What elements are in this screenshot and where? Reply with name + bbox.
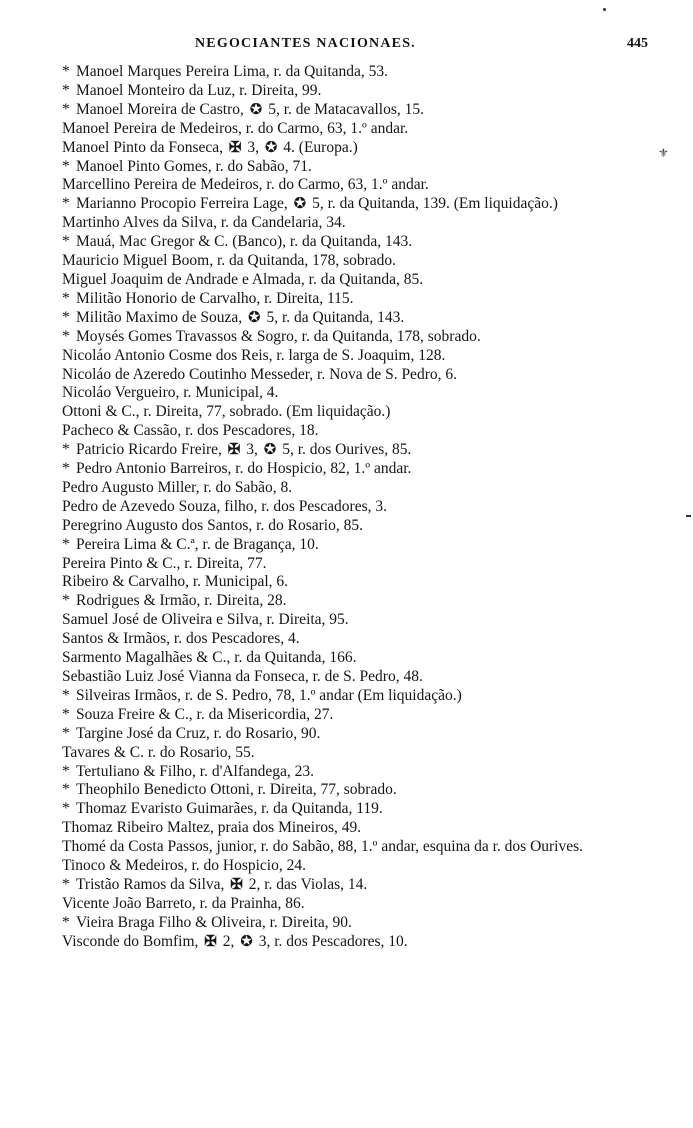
entry-text: Peregrino Augusto dos Santos, r. do Rosario, 85. — [62, 516, 363, 534]
entry-text: Ribeiro & Carvalho, r. Municipal, 6. — [62, 573, 289, 591]
entry-text: 5, r. dos Ourives, 85. — [278, 441, 412, 459]
directory-entry — [62, 592, 647, 611]
directory-entry — [62, 195, 647, 214]
entry-text: Mauá, Mac Gregor & C. (Banco), r. da Quitanda, 143. — [76, 233, 413, 251]
entry-text: Thomé da Costa Passos, junior, r. do Sabão, 88, 1.º andar, esquina da r. dos Ourives. — [62, 838, 584, 856]
asterisk-marker: * — [62, 441, 70, 459]
entry-text: Mauricio Miguel Boom, r. da Quitanda, 178, sobrado. — [62, 252, 397, 270]
order-decoration-icon: ✪ — [293, 196, 307, 213]
directory-entry — [62, 290, 647, 309]
ink-speck — [686, 515, 691, 517]
asterisk-marker: * — [62, 100, 70, 118]
entry-text: Nicoláo Antonio Cosme dos Reis, r. larga de S. Joaquim, 128. — [62, 346, 446, 364]
entry-text: Targine José da Cruz, r. do Rosario, 90. — [76, 724, 321, 742]
entry-text: 5, r. da Quitanda, 139. (Em liquidação.) — [308, 195, 558, 213]
directory-entry — [62, 422, 647, 441]
asterisk-marker: * — [62, 762, 70, 780]
entry-text: 2, — [218, 932, 239, 950]
directory-entry — [62, 555, 647, 574]
entry-text: Militão Honorio de Carvalho, r. Direita, 115. — [76, 289, 354, 307]
asterisk-marker: * — [62, 686, 70, 704]
entry-text: Souza Freire & C., r. da Misericordia, 27. — [76, 705, 334, 723]
page-header — [60, 36, 650, 56]
entry-text: Miguel Joaquim de Andrade e Almada, r. da Quitanda, 85. — [62, 270, 424, 288]
directory-entry — [62, 800, 647, 819]
entry-text: Marcellino Pereira de Medeiros, r. do Carmo, 63, 1.º andar. — [62, 176, 429, 194]
asterisk-marker: * — [62, 233, 70, 251]
directory-entry — [62, 82, 647, 101]
entry-text: Pedro Augusto Miller, r. do Sabão, 8. — [62, 478, 293, 496]
directory-entry — [62, 706, 647, 725]
directory-entry — [62, 725, 647, 744]
directory-entry — [62, 252, 647, 271]
entry-text: 3, — [243, 138, 263, 156]
entry-text: Silveiras Irmãos, r. de S. Pedro, 78, 1.º andar (Em liquidação.) — [76, 686, 462, 704]
directory-entry — [62, 101, 647, 120]
entry-text: Pereira Pinto & C., r. Direita, 77. — [62, 554, 267, 572]
running-head: NEGOCIANTES NACIONAES. — [195, 36, 416, 51]
entry-text: Vieira Braga Filho & Oliveira, r. Direita, 90. — [76, 913, 352, 931]
directory-entry — [62, 120, 647, 139]
asterisk-marker: * — [62, 327, 70, 345]
entry-text: Nicoláo Vergueiro, r. Municipal, 4. — [62, 384, 279, 402]
cross-decoration-icon: ✠ — [230, 876, 243, 893]
entry-text: 3, r. dos Pescadores, 10. — [254, 932, 408, 950]
directory-entry — [62, 233, 647, 252]
order-decoration-icon: ✪ — [248, 309, 261, 326]
entry-text: Pedro de Azevedo Souza, filho, r. dos Pescadores, 3. — [62, 497, 388, 515]
order-decoration-icon: ✪ — [240, 933, 253, 950]
directory-entry — [62, 536, 647, 555]
directory-entry — [62, 744, 647, 763]
directory-entry — [62, 63, 647, 82]
entry-text: Samuel José de Oliveira e Silva, r. Direita, 95. — [62, 611, 349, 629]
entry-text: Manoel Marques Pereira Lima, r. da Quitanda, 53. — [76, 63, 389, 80]
directory-entry — [62, 668, 647, 687]
directory-entry — [62, 441, 647, 460]
directory-entry — [62, 781, 647, 800]
directory-entry — [62, 933, 647, 952]
page-number: 445 — [627, 36, 648, 51]
directory-entry — [62, 176, 647, 195]
entry-text: Vicente João Barreto, r. da Prainha, 86. — [62, 894, 305, 912]
margin-mark-icon: ⚜ — [658, 146, 669, 160]
directory-entry — [62, 309, 647, 328]
entry-text: Rodrigues & Irmão, r. Direita, 28. — [76, 592, 287, 610]
directory-entry — [62, 611, 647, 630]
entry-text: Tavares & C. r. do Rosario, 55. — [62, 743, 255, 761]
directory-entry — [62, 876, 647, 895]
ink-speck — [603, 8, 606, 11]
entry-text: Manoel Pinto Gomes, r. do Sabão, 71. — [76, 157, 312, 175]
asterisk-marker: * — [62, 800, 70, 818]
asterisk-marker: * — [62, 63, 70, 80]
directory-entry — [62, 649, 647, 668]
directory-entry — [62, 460, 647, 479]
order-decoration-icon: ✪ — [249, 101, 263, 118]
entry-text: Pereira Lima & C.ª, r. de Bragança, 10. — [76, 535, 319, 553]
directory-entry — [62, 403, 647, 422]
entry-text: 2, r. das Violas, 14. — [244, 875, 368, 893]
asterisk-marker: * — [62, 460, 70, 478]
asterisk-marker: * — [62, 913, 70, 931]
entry-text: 5, r. de Matacavallos, 15. — [264, 100, 425, 118]
entry-text: Theophilo Benedicto Ottoni, r. Direita, 77, sobrado. — [76, 781, 397, 799]
cross-decoration-icon: ✠ — [228, 139, 242, 156]
directory-entry — [62, 158, 647, 177]
directory-entry — [62, 687, 647, 706]
entry-text: Militão Maximo de Souza, — [76, 308, 247, 326]
directory-list — [62, 63, 647, 952]
directory-entry — [62, 630, 647, 649]
entry-text: Ottoni & C., r. Direita, 77, sobrado. (Em liquidação.) — [62, 403, 391, 421]
entry-text: Tinoco & Medeiros, r. do Hospicio, 24. — [62, 857, 306, 875]
entry-text: Thomaz Ribeiro Maltez, praia dos Mineiros, 49. — [62, 819, 362, 837]
entry-text: Thomaz Evaristo Guimarães, r. da Quitanda, 119. — [76, 800, 383, 818]
asterisk-marker: * — [62, 705, 70, 723]
entry-text: Manoel Pinto da Fonseca, — [62, 138, 227, 156]
asterisk-marker: * — [62, 875, 70, 893]
entry-text: Martinho Alves da Silva, r. da Candelaria, 34. — [62, 214, 346, 232]
directory-entry — [62, 139, 647, 158]
asterisk-marker: * — [62, 289, 70, 307]
directory-entry — [62, 573, 647, 592]
entry-text: Visconde do Bomfim, — [62, 932, 203, 950]
directory-entry — [62, 214, 647, 233]
asterisk-marker: * — [62, 535, 70, 553]
directory-entry — [62, 838, 647, 857]
directory-entry — [62, 517, 647, 536]
directory-entry — [62, 328, 647, 347]
entry-text: Manoel Moreira de Castro, — [76, 100, 248, 118]
entry-text: Patricio Ricardo Freire, — [76, 441, 226, 459]
directory-entry — [62, 271, 647, 290]
cross-decoration-icon: ✠ — [204, 933, 217, 950]
entry-text: Pedro Antonio Barreiros, r. do Hospicio, 82, 1.º andar. — [76, 460, 412, 478]
asterisk-marker: * — [62, 781, 70, 799]
entry-text: 4. (Europa.) — [279, 138, 358, 156]
asterisk-marker: * — [62, 81, 70, 99]
entry-text: Nicoláo de Azeredo Coutinho Messeder, r. Nova de S. Pedro, 6. — [62, 365, 457, 383]
cross-decoration-icon: ✠ — [227, 442, 241, 459]
entry-text: Sarmento Magalhães & C., r. da Quitanda, 166. — [62, 649, 357, 667]
directory-entry — [62, 857, 647, 876]
directory-entry — [62, 763, 647, 782]
entry-text: Manoel Pereira de Medeiros, r. do Carmo, 63, 1.º andar. — [62, 119, 409, 137]
asterisk-marker: * — [62, 195, 70, 213]
asterisk-marker: * — [62, 157, 70, 175]
directory-entry — [62, 914, 647, 933]
entry-text: Santos & Irmãos, r. dos Pescadores, 4. — [62, 630, 300, 648]
directory-entry — [62, 819, 647, 838]
directory-entry — [62, 895, 647, 914]
asterisk-marker: * — [62, 308, 70, 326]
order-decoration-icon: ✪ — [264, 139, 278, 156]
directory-entry — [62, 479, 647, 498]
entry-text: 5, r. da Quitanda, 143. — [262, 308, 405, 326]
entry-text: Sebastião Luiz José Vianna da Fonseca, r. de S. Pedro, 48. — [62, 668, 423, 685]
directory-entry — [62, 384, 647, 403]
order-decoration-icon: ✪ — [263, 442, 277, 459]
entry-text: Manoel Monteiro da Luz, r. Direita, 99. — [76, 81, 322, 99]
directory-entry — [62, 347, 647, 366]
directory-entry — [62, 366, 647, 385]
asterisk-marker: * — [62, 724, 70, 742]
entry-text: 3, — [242, 441, 262, 459]
entry-text: Tristão Ramos da Silva, — [76, 875, 229, 893]
asterisk-marker: * — [62, 592, 70, 610]
entry-text: Tertuliano & Filho, r. d'Alfandega, 23. — [76, 762, 315, 780]
directory-entry — [62, 498, 647, 517]
entry-text: Pacheco & Cassão, r. dos Pescadores, 18. — [62, 422, 319, 440]
entry-text: Moysés Gomes Travassos & Sogro, r. da Quitanda, 178, sobrado. — [76, 327, 481, 345]
entry-text: Marianno Procopio Ferreira Lage, — [76, 195, 292, 213]
